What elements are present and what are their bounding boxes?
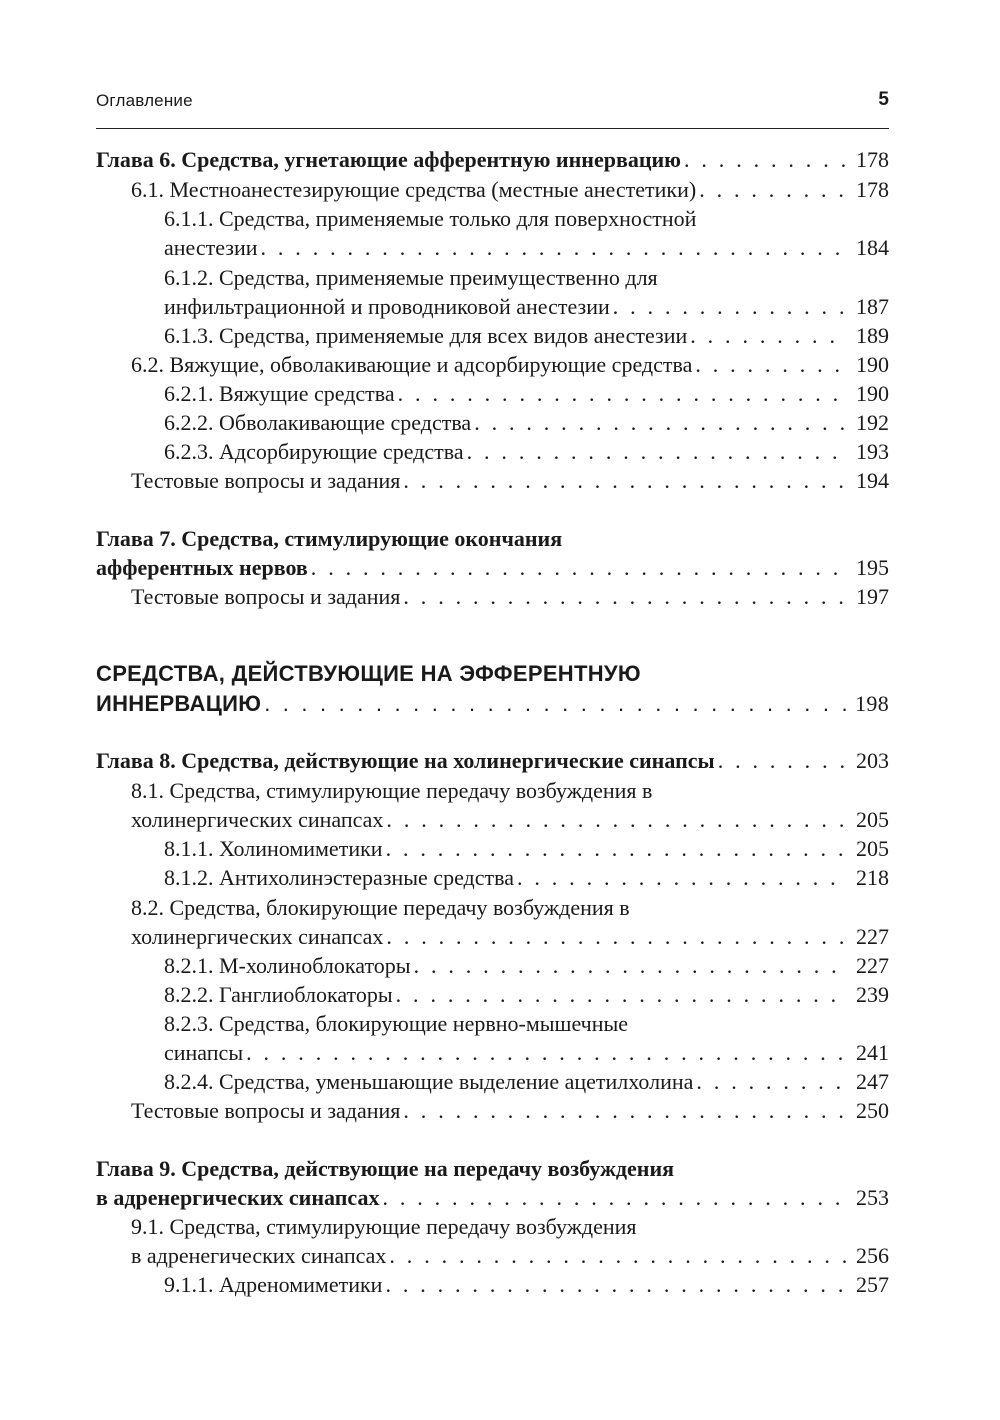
toc-entry-title: холинергических синапсах <box>131 924 384 949</box>
toc-entry-page: 250 <box>856 1098 889 1123</box>
dot-leader <box>400 582 848 612</box>
toc-entry-chapter-9-line1[interactable] <box>96 1154 889 1184</box>
dot-leader <box>693 1067 848 1097</box>
toc-entry-page: 187 <box>856 294 889 319</box>
toc-entry-page: 247 <box>856 1069 889 1094</box>
dot-leader <box>258 233 849 263</box>
toc-entry-chapter-7-line2[interactable] <box>96 553 889 583</box>
toc-entry-page: 205 <box>856 836 889 861</box>
dot-leader <box>464 437 848 467</box>
toc-entry-title: афферентных нервов <box>96 555 308 580</box>
dot-leader <box>687 321 848 351</box>
toc-entry-section-6-1[interactable] <box>131 175 889 205</box>
toc-entry-title: Глава 7. Средства, стимулирующие окончания <box>96 526 563 551</box>
dot-leader <box>382 1270 848 1300</box>
dot-leader <box>681 145 848 175</box>
toc-entry-page: 218 <box>856 865 889 890</box>
dot-leader <box>471 408 848 438</box>
dot-leader <box>383 834 848 864</box>
toc-entry-title: Тестовые вопросы и задания <box>131 584 401 609</box>
toc-entry-page: 227 <box>856 953 889 978</box>
toc-entry-page: 184 <box>856 235 889 260</box>
dot-leader <box>308 553 848 583</box>
toc-entry-tests-chapter-6[interactable] <box>131 466 889 496</box>
dot-leader <box>379 1183 848 1213</box>
toc-entry-section-6-1-1-line1[interactable] <box>164 204 889 234</box>
dot-leader <box>395 379 848 409</box>
dot-leader <box>383 922 848 952</box>
dot-leader <box>383 805 848 835</box>
toc-entry-title: СРЕДСТВА, ДЕЙСТВУЮЩИЕ НА ЭФФЕРЕНТНУЮ <box>96 661 641 686</box>
toc-entry-title: синапсы <box>164 1040 244 1065</box>
toc-entry-page: 192 <box>856 410 889 435</box>
toc-entry-page: 227 <box>856 924 889 949</box>
toc-entry-section-8-2-4[interactable] <box>164 1067 889 1097</box>
toc-entry-title: Глава 8. Средства, действующие на холинергические синапсы <box>96 748 715 773</box>
toc-entry-title: в адренегических синапсах <box>131 1243 387 1268</box>
dot-leader <box>610 292 848 322</box>
dot-leader <box>386 1241 848 1271</box>
toc-part-heading-line2[interactable] <box>96 689 889 719</box>
toc-entry-section-8-2-2[interactable] <box>164 980 889 1010</box>
toc-entry-title: 8.2.4. Средства, уменьшающие выделение ацетилхолина <box>164 1069 694 1094</box>
toc-entry-title: 6.2.1. Вяжущие средства <box>164 381 395 406</box>
toc-entry-title: 8.2.2. Ганглиоблокаторы <box>164 982 393 1007</box>
toc-entry-title: холинергических синапсах <box>131 807 384 832</box>
toc-entry-section-9-1-1[interactable] <box>164 1270 889 1300</box>
toc-entry-page: 256 <box>856 1243 889 1268</box>
toc-entry-title: Тестовые вопросы и задания <box>131 1098 401 1123</box>
toc-entry-page: 193 <box>856 439 889 464</box>
toc-entry-title: ИННЕРВАЦИЮ <box>96 691 262 716</box>
toc-entry-title: 9.1. Средства, стимулирующие передачу возбуждения <box>131 1214 637 1239</box>
toc-entry-section-8-1-line2[interactable] <box>131 805 889 835</box>
toc-entry-chapter-6[interactable] <box>96 145 889 175</box>
toc-entry-tests-chapter-7[interactable] <box>131 582 889 612</box>
toc-entry-section-8-1-line1[interactable] <box>131 776 889 806</box>
dot-leader <box>692 350 848 380</box>
dot-leader <box>696 175 848 205</box>
toc-entry-title: Тестовые вопросы и задания <box>131 468 401 493</box>
toc-entry-page: 241 <box>856 1040 889 1065</box>
toc-entry-section-8-1-1[interactable] <box>164 834 889 864</box>
toc-entry-page: 257 <box>856 1272 889 1297</box>
toc-entry-page: 205 <box>856 807 889 832</box>
toc-entry-section-6-1-2-line2[interactable] <box>164 292 889 322</box>
toc-entry-section-8-2-3-line1[interactable] <box>164 1009 889 1039</box>
running-header-title: Оглавление <box>96 91 193 110</box>
dot-leader <box>243 1038 848 1068</box>
toc-entry-title: 6.2.3. Адсорбирующие средства <box>164 439 464 464</box>
toc-entry-title: 6.1.2. Средства, применяемые преимущественно для <box>164 265 658 290</box>
toc-entry-section-6-2-2[interactable] <box>164 408 889 438</box>
dot-leader <box>514 863 848 893</box>
dot-leader <box>400 466 848 496</box>
toc-entry-section-6-2-3[interactable] <box>164 437 889 467</box>
dot-leader <box>411 951 848 981</box>
dot-leader <box>715 746 848 776</box>
toc-entry-title: 6.1. Местноанестезирующие средства (местные анестетики) <box>131 177 697 202</box>
toc-entry-section-6-1-2-line1[interactable] <box>164 263 889 293</box>
toc-entry-section-6-1-3[interactable] <box>164 321 889 351</box>
toc-entry-section-8-2-line1[interactable] <box>131 893 889 923</box>
toc-entry-title: 8.1. Средства, стимулирующие передачу возбуждения в <box>131 778 653 803</box>
toc-entry-page: 239 <box>856 982 889 1007</box>
toc-entry-chapter-8[interactable] <box>96 746 889 776</box>
toc-entry-title: 8.2. Средства, блокирующие передачу возбуждения в <box>131 895 630 920</box>
toc-entry-page: 178 <box>856 177 889 202</box>
toc-entry-page: 198 <box>855 691 889 716</box>
toc-entry-title: 8.1.2. Антихолинэстеразные средства <box>164 865 514 890</box>
toc-entry-section-8-2-line2[interactable] <box>131 922 889 952</box>
toc-entry-title: Глава 9. Средства, действующие на передачу возбуждения <box>96 1156 675 1181</box>
toc-entry-section-6-2[interactable] <box>131 350 889 380</box>
toc-entry-chapter-7-line1[interactable] <box>96 524 889 554</box>
toc-entry-chapter-9-line2[interactable] <box>96 1183 889 1213</box>
toc-part-heading-line1[interactable] <box>96 659 889 689</box>
toc-entry-title: 6.2. Вяжущие, обволакивающие и адсорбирующие средства <box>131 352 693 377</box>
dot-leader <box>261 689 847 719</box>
toc-entry-title: 9.1.1. Адреномиметики <box>164 1272 383 1297</box>
toc-entry-page: 178 <box>856 147 889 172</box>
toc-entry-page: 190 <box>856 352 889 377</box>
toc-entry-title: 8.2.3. Средства, блокирующие нервно-мышечные <box>164 1011 629 1036</box>
toc-entry-tests-chapter-8[interactable] <box>131 1096 889 1126</box>
toc-entry-title: анестезии <box>164 235 258 260</box>
toc-entry-title: 6.2.2. Обволакивающие средства <box>164 410 472 435</box>
toc-entry-title: 8.1.1. Холиномиметики <box>164 836 383 861</box>
toc-entry-title: 6.1.1. Средства, применяемые только для поверхностной <box>164 206 697 231</box>
toc-entry-page: 253 <box>856 1185 889 1210</box>
toc-entry-section-6-1-1-line2[interactable] <box>164 233 889 263</box>
toc-entry-section-8-2-1[interactable] <box>164 951 889 981</box>
toc-entry-section-6-2-1[interactable] <box>164 379 889 409</box>
toc-entry-page: 190 <box>856 381 889 406</box>
toc-entry-title: 6.1.3. Средства, применяемые для всех видов анестезии <box>164 323 688 348</box>
toc-entry-section-9-1-line1[interactable] <box>131 1212 889 1242</box>
toc-entry-section-8-2-3-line2[interactable] <box>164 1038 889 1068</box>
toc-entry-page: 197 <box>856 584 889 609</box>
dot-leader <box>393 980 848 1010</box>
toc-entry-title: инфильтрационной и проводниковой анестезии <box>164 294 610 319</box>
dot-leader <box>400 1096 848 1126</box>
toc-entry-section-9-1-line2[interactable] <box>131 1241 889 1271</box>
toc-entry-page: 194 <box>856 468 889 493</box>
toc-entry-title: 8.2.1. М-холиноблокаторы <box>164 953 411 978</box>
toc-entry-title: Глава 6. Средства, угнетающие афферентную иннервацию <box>96 147 681 172</box>
toc-entry-page: 195 <box>856 555 889 580</box>
toc-entry-section-8-1-2[interactable] <box>164 863 889 893</box>
page-number: 5 <box>878 89 889 110</box>
toc-entry-page: 189 <box>856 323 889 348</box>
toc-entry-page: 203 <box>856 748 889 773</box>
toc-entry-title: в адренергических синапсах <box>96 1185 380 1210</box>
